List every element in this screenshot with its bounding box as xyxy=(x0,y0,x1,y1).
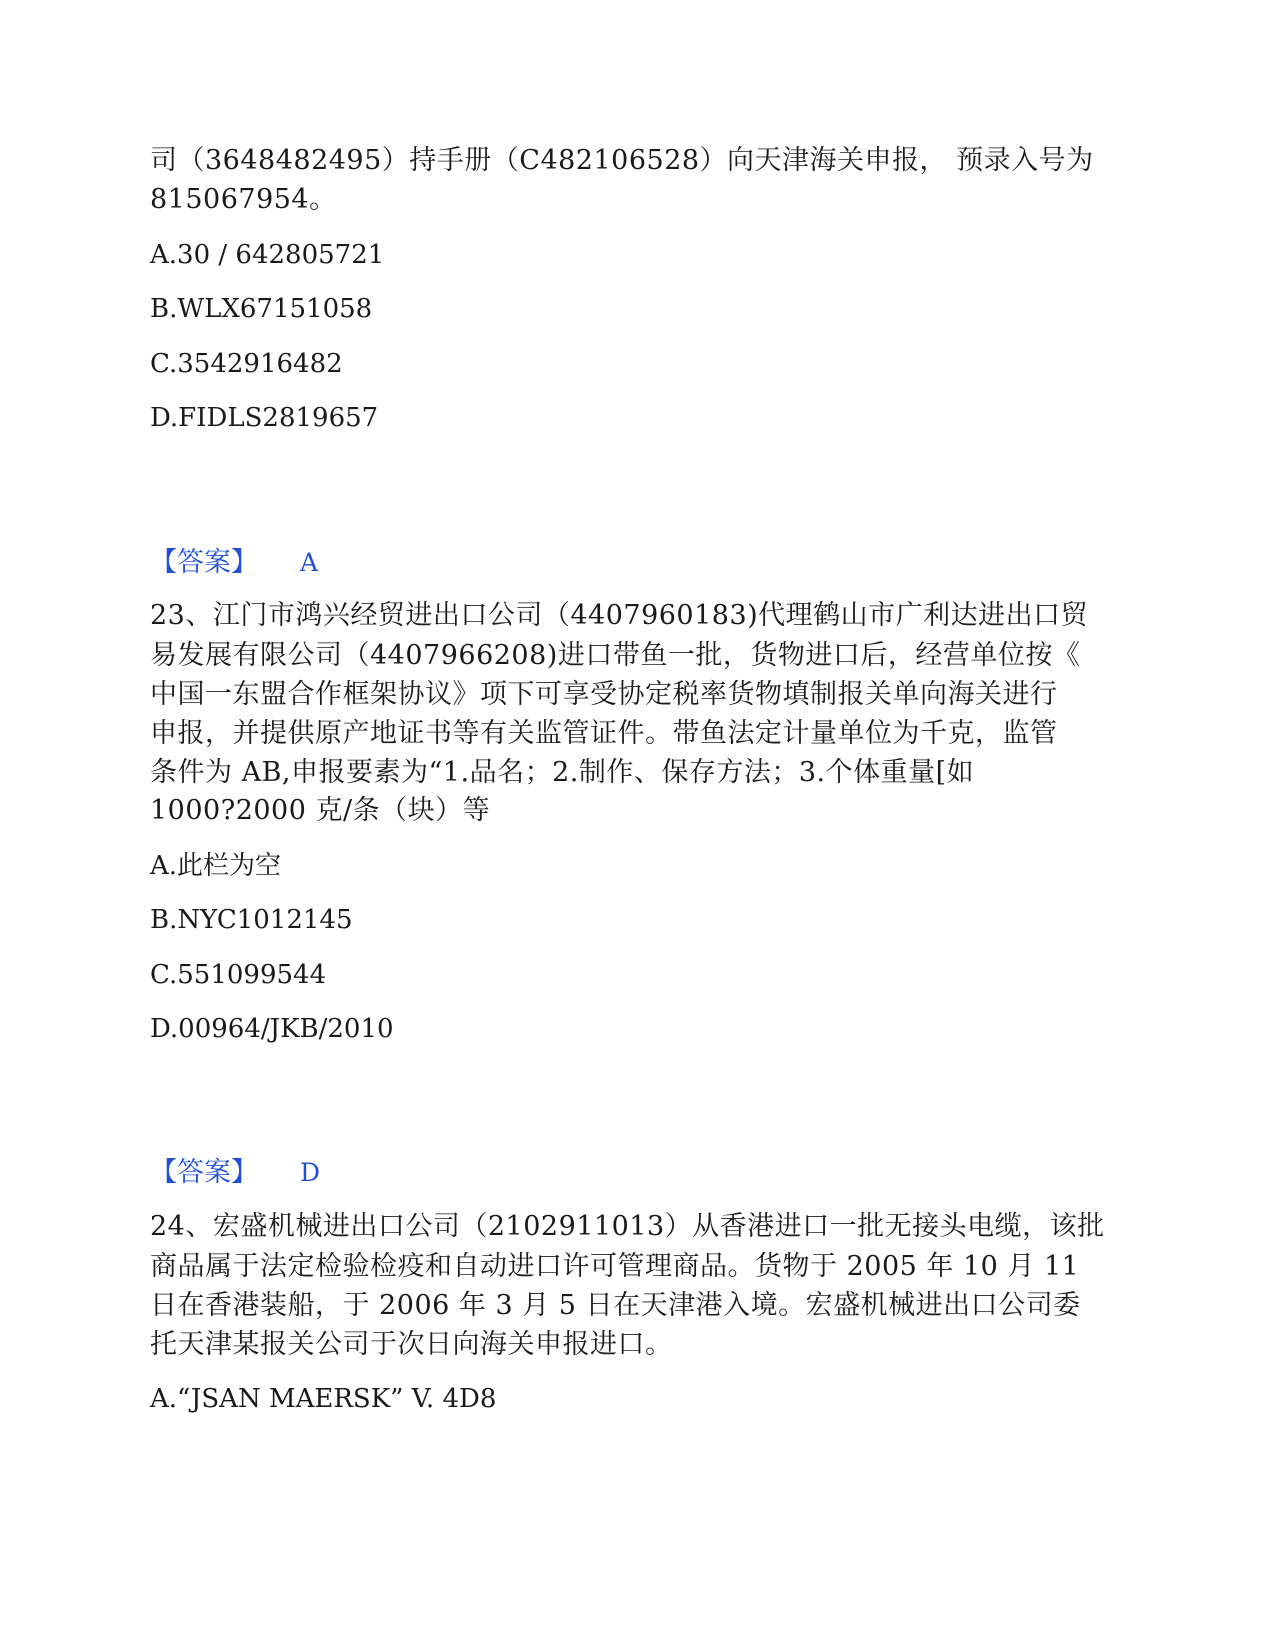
question-text-line: 商品属于法定检验检疫和自动进口许可管理商品。货物于 2005 年 10 月 11 xyxy=(150,1251,1080,1282)
answer-line xyxy=(150,545,318,581)
question-text-line: 中国一东盟合作框架协议》项下可享受协定税率货物填制报关单向海关进行 xyxy=(150,679,1058,710)
question-text-line: 条件为 AB,申报要素为“1.品名；2.制作、保存方法；3.个体重量[如 xyxy=(150,757,975,788)
option-b: B.NYC1012145 xyxy=(150,905,353,935)
question-text-line: 23、江门市鸿兴经贸进出口公司（4407960183)代理鹤山市广利达进出口贸 xyxy=(150,600,1089,631)
question-text-line: 托天津某报关公司于次日向海关申报进口。 xyxy=(150,1329,673,1360)
option-a: A.“JSAN MAERSK” V. 4D8 xyxy=(150,1384,497,1414)
answer-label: 【答案】 xyxy=(150,547,258,578)
option-c: C.3542916482 xyxy=(150,349,343,379)
option-a: A.30 / 642805721 xyxy=(150,240,385,270)
question-text-line: 1000?2000 克/条（块）等 xyxy=(150,795,491,826)
option-d: D.00964/JKB/2010 xyxy=(150,1014,394,1044)
question-text-line: 日在香港装船，于 2006 年 3 月 5 日在天津港入境。宏盛机械进出口公司委 xyxy=(150,1290,1081,1321)
answer-line xyxy=(150,1155,320,1191)
question-text-line: 24、宏盛机械进出口公司（2102911013）从香港进口一批无接头电缆，该批 xyxy=(150,1211,1105,1242)
answer-label: 【答案】 xyxy=(150,1157,258,1188)
answer-value: D xyxy=(300,1158,321,1187)
question-text-line: 司（3648482495）持手册（C482106528）向天津海关申报， 预录入号为 xyxy=(150,145,1094,176)
option-c: C.551099544 xyxy=(150,960,327,990)
option-a: A.此栏为空 xyxy=(150,851,282,881)
question-text-line: 815067954。 xyxy=(150,184,337,215)
question-text-line: 易发展有限公司（4407966208)进口带鱼一批，货物进口后，经营单位按《 xyxy=(150,640,1081,671)
answer-value: A xyxy=(300,548,319,577)
option-b: B.WLX67151058 xyxy=(150,294,373,324)
question-text-line: 申报，并提供原产地证书等有关监管证件。带鱼法定计量单位为千克，监管 xyxy=(150,718,1058,749)
option-d: D.FIDLS2819657 xyxy=(150,403,379,433)
